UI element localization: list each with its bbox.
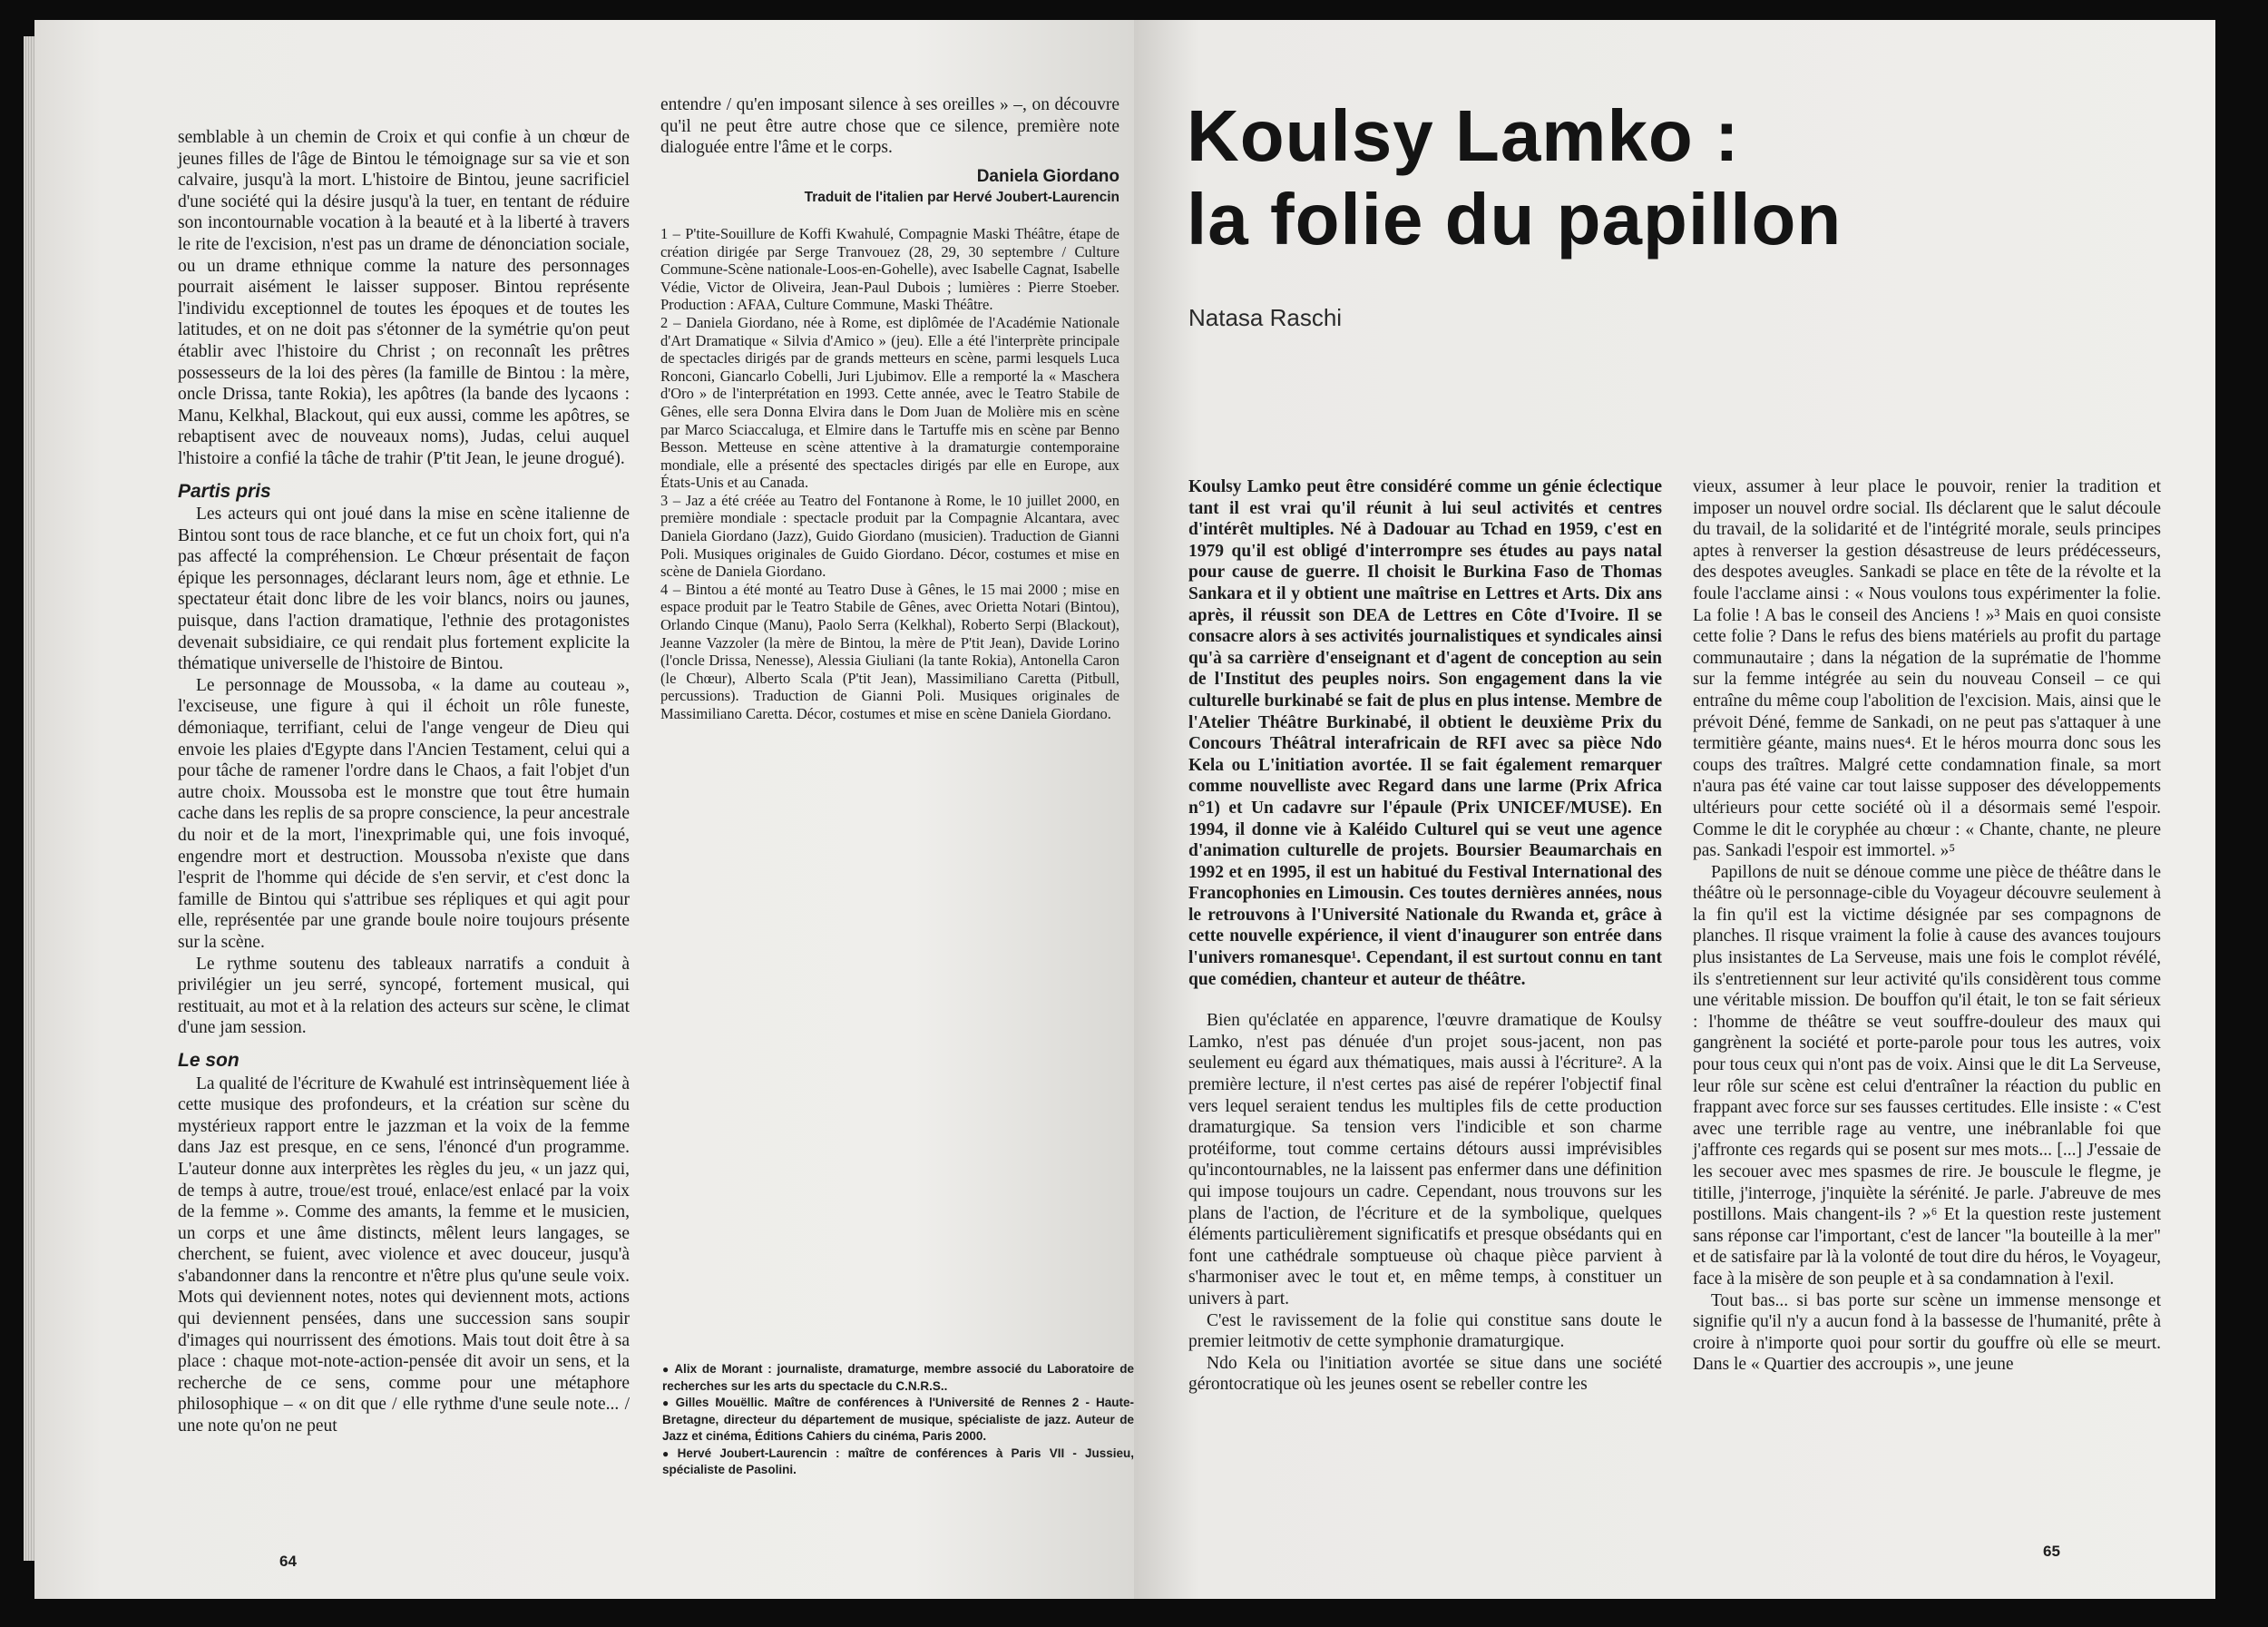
paragraph: Ndo Kela ou l'initiation avortée se situe dans une société gérontocratique où les jeunes osent se rebeller contre les <box>1188 1353 1662 1395</box>
bullet-icon: ● <box>662 1363 671 1376</box>
footnote: 4 – Bintou a été monté au Teatro Duse à Gênes, le 15 mai 2000 ; mise en espace produit par le Teatro Stabile de Gênes, avec Orietta Notari (Bintou), Orlando Cinque (Manu), Paolo Serra (Kelkhal), Roberto Serpi (Blackout), Jeanne Vazzoler (la mère de Bintou, la mère de P'tit Jean), Davide Lorino (l'oncle Drissa, Nenesse), Alessia Giuliani (la tante Rokia), Antonella Caron (le Chœur), Alberto Scala (P'tit Jean), Massimiliano Caretta (Pitbull, percussions). Traduction de Gianni Poli. Musiques originales de Massimiliano Caretta. Décor, costumes et mise en scène Daniela Giordano. <box>660 580 1119 722</box>
paragraph: Le rythme soutenu des tableaux narratifs a conduit à privilégier un jeu serré, syncopé, fortement musical, qui restituait, au mot et à la relation des acteurs sur scène, le climat d'une jam session. <box>178 954 630 1038</box>
paragraph: Le personnage de Moussoba, « la dame au couteau », l'exciseuse, une figure à qui il échoit un rôle funeste, démoniaque, terrifiant, celui de l'ange vengeur de Dieu qui envoie les plaies d'Egypte dans l'Ancien Testament, celui qui a pour tâche de ramener l'ordre dans le Chaos, a fait l'objet d'un autre choix. Moussoba est le monstre que tout être humain cache dans les replis de sa propre conscience, la peur ancestrale du noir et de la mort, l'inexprimable qui, une fois invoqué, engendre mort et destruction. Moussoba n'existe que dans l'esprit de l'homme qui décide de s'en servir, et c'est donc la famille de Bintou qui s'attribue ses répliques et qui agit pour elle, représentée par une grande boule noire toujours présente sur la scène. <box>178 675 630 952</box>
page-number-right: 65 <box>2043 1543 2060 1560</box>
contributors-box <box>662 1361 1134 1479</box>
article-title-line-1: Koulsy Lamko : <box>1187 95 1740 176</box>
paragraph: entendre / qu'en imposant silence à ses oreilles » –, on découvre qu'il ne peut être autre chose que ce silence, première note dialoguée entre l'âme et le corps. <box>660 95 1119 158</box>
paragraph: Papillons de nuit se dénoue comme une pièce de théâtre dans le théâtre où le personnage-cible du Voyageur découvre seulement à la fin qu'il est la victime désignée par ses compagnons de planches. Il risque vraiment la folie à cause des avances toujours plus insistantes de La Serveuse, mais une fois le complot révélé, ils s'entretiennent sur leur activité qu'ils considèrent tous comme une véritable mission. De bouffon qu'il était, le ton se fait sérieux : l'homme de théâtre se veut souffre-douleur des maux qui gangrènent la société et porte-parole pour tous les autres, voix pour tous ceux qui n'ont pas de voix. Ainsi que le dit La Serveuse, leur rôle sur scène est celui d'entraîner la réaction du public en frappant avec force sur ses fausses certitudes. Elle insiste : « C'est avec une terrible rage au ventre, une inébranlable foi que j'affronte ces regards qui se posent sur mes mots... [...] J'essaie de les secouer avec mes spasmes de rire. Je bouscule le flegme, je titille, j'interroge, j'inquiète la sérénité. Je parle. J'abreuve de mes postillons. Mais changent-ils ? »⁶ Et la question reste justement sans réponse car l'important, c'est de lancer "la bouteille à la mer" et de satisfaire par là la volonté de tout dire du héros, le Voyageur, face à la misère de son peuple et à sa condamnation à l'exil. <box>1693 862 2161 1289</box>
paragraph: vieux, assumer à leur place le pouvoir, renier la tradition et imposer un nouvel ordre social. Ils déclarent que le salut découle du travail, de la solidarité et de l'intégrité morale, seuls principes aptes à renverser la gestion désastreuse de leurs prédécesseurs, des despotes aveugles. Sankadi se place en tête de la révolte et la foule l'acclame ainsi : « Nous voulons tous expérimenter la folie. La folie ! A bas le conseil des Anciens ! »³ Mais en quoi consiste cette folie ? Dans le refus des biens matériels au profit du partage communautaire ; dans la négation de la suprématie de l'homme sur la femme intégrée au sein du nouveau Conseil – ce qui entraîne du même coup l'abolition de l'excision. Mais, ainsi que le prévoit Déné, femme de Sankadi, on ne peut pas s'attaquer à une termitière géante, mains nues⁴. Et le héros mourra donc sous les coups des traîtres. Malgré cette condamnation finale, sa mort n'aura pas été vaine car tout laisse supposer des développements ultérieurs pour cette société où il a désormais semé l'espoir. Comme le dit le coryphée au chœur : « Chante, chante, ne pleure pas. Sankadi l'espoir est immortel. »⁵ <box>1693 477 2161 861</box>
paragraph: C'est le ravissement de la folie qui constitue sans doute le premier leitmotiv de cette symphonie dramaturgique. <box>1188 1310 1662 1352</box>
left-column-2 <box>660 94 1119 723</box>
paragraph: semblable à un chemin de Croix et qui confie à un chœur de jeunes filles de l'âge de Bintou le témoignage sur sa vie et son calvaire, jusqu'à la mort. L'histoire de Bintou, jeune sacrificiel d'une société qui la désire jusqu'à la tuer, en tentant de réduire son incontournable vocation à la beauté et à la liberté à travers le rite de l'excision, n'est pas un drame de dénonciation sociale, ou un drame ethnique comme la nature des personnages pourrait aisément le laisser supposer. Bintou représente l'individu exceptionnel de toutes les époques et de toutes les latitudes, et on ne doit pas s'étonner de la symétrie qu'on peut établir avec l'histoire du Christ ; on reconnaît les prêtres possesseurs de la loi des pères (la famille de Bintou : la mère, oncle Drissa, tante Rokia), les apôtres (la bande des lycaons : Manu, Kelkhal, Blackout, qui eux aussi, comme les apôtres, se rebaptisent avec de nouveaux noms), Judas, celui auquel l'histoire a confié la tâche de trahir (P'tit Jean, le jeune drogué). <box>178 128 630 468</box>
footnote: 1 – P'tite-Souillure de Koffi Kwahulé, Compagnie Maski Théâtre, étape de création dirigée par Serge Tranvouez (28, 29, 30 septembre / Culture Commune-Scène nationale-Loos-en-Gohelle), avec Isabelle Cagnat, Isabelle Védie, Victor de Oliveira, Jean-Paul Dubois ; lumières : Pierre Stoeber. Production : AFAA, Culture Commune, Maski Théâtre. <box>660 224 1119 314</box>
left-column-1 <box>178 127 630 1437</box>
right-column-1 <box>1188 476 1662 1396</box>
bullet-icon: ● <box>662 1446 674 1460</box>
footnote: 2 – Daniela Giordano, née à Rome, est diplômée de l'Académie Nationale d'Art Dramatique « Silvia d'Amico » (jeu). Elle a été l'interprète principale de spectacles dirigés par de grands metteurs en scène, parmi lesquels Luca Ronconi, Giancarlo Cobelli, Juri Ljubimov. Elle a remporté la « Maschera d'Oro » de l'interprétation en 1993. Cette année, avec le Teatro Stabile de Gênes, elle sera Donna Elvira dans le Dom Juan de Molière mis en scène par Marco Sciaccaluga, et Elmire dans le Tartuffe mis en scène par Benno Besson. Metteuse en scène attentive à la dramaturgie contemporaine mondiale, elle a présenté des spectacles dirigés par elle en Europe, aux États-Unis et au Canada. <box>660 313 1119 492</box>
article-title <box>1187 94 2003 261</box>
footnote: 3 – Jaz a été créée au Teatro del Fontanone à Rome, le 10 juillet 2000, en première mondiale : spectacle produit par la Compagnie Alcantara, avec Daniela Giordano (Jazz), Guido Giordano (musicien). Traduction de Gianni Poli. Musiques originales de Guido Giordano. Décor, costumes et mise en scène de Daniela Giordano. <box>660 491 1119 581</box>
footnotes <box>660 225 1119 723</box>
paragraph: Bien qu'éclatée en apparence, l'œuvre dramatique de Koulsy Lamko, n'est pas dénuée d'un projet sous-jacent, non pas seulement eu égard aux thématiques, mais aussi à l'écriture². A la première lecture, il n'est certes pas aisé de repérer l'objectif final vers lequel seraient tendus les multiples fils de cette production dramaturgique. Sa tension vers l'indicible et son charme protéiforme, tout comme certains détours aussi imprévisibles qu'incontournables, ne la laissent pas enfermer dans une définition qui impose toujours un cadre. Cependant, nous trouvons sur les plans de l'action, de l'écriture et de la symbolique, quelques éléments particulièrement significatifs et presque obsédants qui en font une cathédrale somptueuse où chaque pièce parvient à s'harmoniser avec le tout et, en même temps, à constituer un univers à part. <box>1188 1011 1662 1308</box>
paragraph: Les acteurs qui ont joué dans la mise en scène italienne de Bintou sont tous de race blanche, et ce fut un choix fort, qui n'a pas affecté la compréhension. Le Chœur présentait de façon épique les personnages, déclarant leurs nom, âge et ethnie. Le spectateur était donc libre de les voir blancs, noirs ou jaunes, puisque, dans l'action dramatique, l'ethnie des protagonistes devenait subsidiaire, ce qui rendait plus fortement explicite la thématique universelle de l'histoire de Bintou. <box>178 505 630 674</box>
paragraph: Tout bas... si bas porte sur scène un immense mensonge et signifie qu'il n'y a aucun fond à la bassesse de l'humanité, prête à croire à n'importe quoi pour sortir du gouffre où elle se meurt. Dans le « Quartier des accroupis », une jeune <box>1693 1290 2161 1375</box>
section-heading-le-son: Le son <box>178 1049 240 1071</box>
contributor-note: ● Hervé Joubert-Laurencin : maître de conférences à Paris VII - Jussieu, spécialiste de Pasolini. <box>662 1446 1135 1476</box>
contributor-note: ● Gilles Mouëllic. Maître de conférences à l'Université de Rennes 2 - Haute-Bretagne, directeur du département de musique, spécialiste de jazz. Auteur de Jazz et cinéma, Éditions Cahiers du cinéma, Paris 2000. <box>662 1396 1134 1443</box>
article-title-line-2: la folie du papillon <box>1187 179 1843 260</box>
right-column-2 <box>1693 476 2161 1376</box>
article-byline: Natasa Raschi <box>1188 304 1343 331</box>
contributor-note: ● Alix de Morant : journaliste, dramaturge, membre associé du Laboratoire de recherches sur les arts du spectacle du C.N.R.S.. <box>662 1362 1134 1393</box>
intro-paragraph: Koulsy Lamko peut être considéré comme un génie éclectique tant il est vrai qu'il réunit à lui seul activités et centres d'intérêt multiples. Né à Dadouar au Tchad en 1959, c'est en 1979 qu'il est obligé d'interrompre ses études au pays natal pour cause de guerre. Il choisit le Burkina Faso de Thomas Sankara et il y obtient une maîtrise en Lettres et Arts. Dix ans après, il réussit son DEA de Lettres en Côte d'Ivoire. Il se consacre alors à ses activités journalistiques et syndicales ainsi qu'à sa carrière d'enseignant et d'agent de conception au sein de l'Institut des peuples noirs. Son engagement dans la vie culturelle burkinabé se fait de plus en plus intense. Membre de l'Atelier Théâtre Burkinabé, il obtient le deuxième Prix du Concours Théâtral interafricain de RFI avec sa pièce Ndo Kela ou L'initiation avortée. Il se fait également remarquer comme nouvelliste avec Regard dans une larme (Prix Africa n°1) et Un cadavre sur l'épaule (Prix UNICEF/MUSE). En 1994, il donne vie à Kaléido Culturel qui se veut une agence d'animation culturelle de projets. Boursier Beaumarchais en 1992 et en 1995, il est un habitué du Festival International des Francophonies en Limousin. Ces toutes dernières années, nous le retrouvons à l'Université Nationale du Rwanda et, grâce à cette nouvelle expérience, il vient d'inaugurer son entrée dans l'univers romanesque¹. Cependant, il est surtout connu en tant que comédien, chanteur et auteur de théâtre. <box>1188 477 1662 989</box>
bullet-icon: ● <box>662 1397 672 1409</box>
translator-credit: Traduit de l'italien par Hervé Joubert-Laurencin <box>804 190 1119 206</box>
paragraph: La qualité de l'écriture de Kwahulé est intrinsèquement liée à cette musique des profondeurs, et la création sur scène du mystérieux rapport entre le jazzman et la voix de la femme dans Jaz est presque, en ce sens, l'énoncé d'un programme. L'auteur donne aux interprètes les règles du jeu, « un jazz qui, de temps à autre, troue/est troué, enlace/est enlacé par la voix de la femme ». Comme des amants, la femme et le musicien, un corps et une âme distincts, mêlent leurs langages, se cherchent, se fuient, avec violence et avec douceur, jusqu'à s'abandonner dans la rencontre et n'être plus qu'une seule voix. Mots qui deviennent notes, notes qui deviennent mots, actions qui deviennent pensées, dans une succession sans soupir d'images qui nourrissent des émotions. Mais tout doit être à sa place : chaque mot-note-action-pensée dit avoir un sens, et la recherche de ce sens, comme pour une métaphore philosophique – « on dit que / elle rythme d'une seule note... / une note qu'on ne peut <box>178 1073 630 1436</box>
author-signature: Daniela Giordano <box>976 166 1119 186</box>
page-number-left: 64 <box>279 1553 297 1570</box>
section-heading-partis-pris: Partis pris <box>178 480 271 502</box>
